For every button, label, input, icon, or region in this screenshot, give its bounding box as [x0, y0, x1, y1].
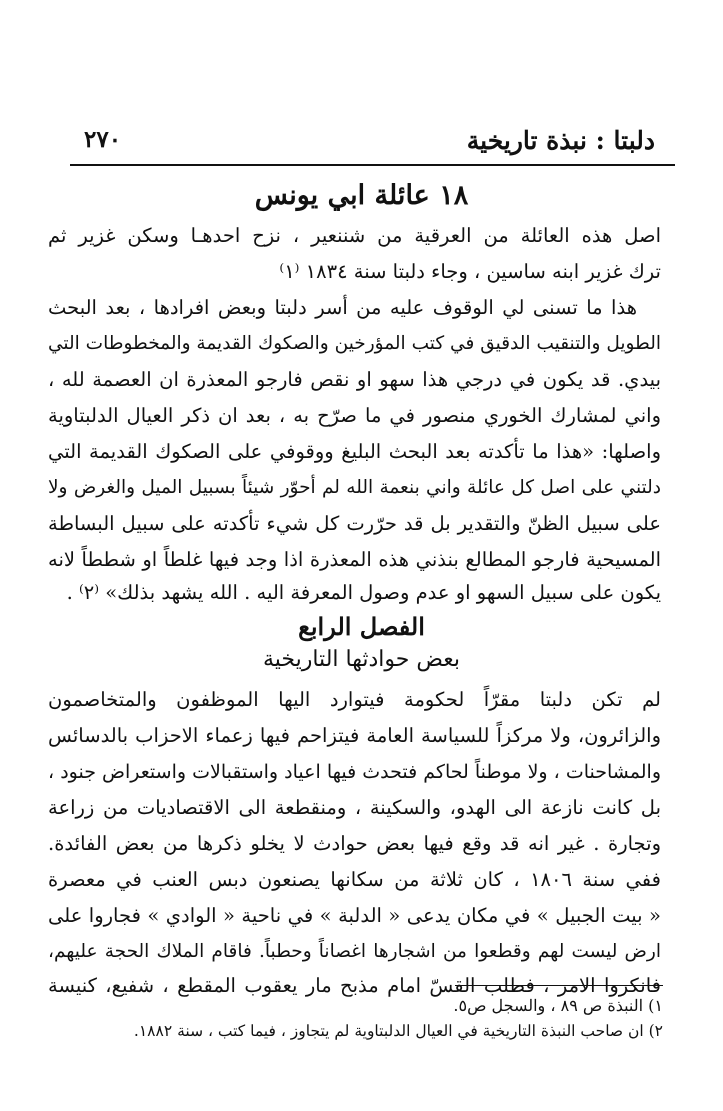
text-line: والمشاحنات ، ولا موطناً لحاكم فتحدث فيها اعياد واستقبالات واستعراض جنود ، [48, 761, 661, 783]
text-line: المسيحية فارجو المطالع بنذني هذه المعذرة اذا وجد فيها غلطاً او شططاً لانه [48, 548, 661, 571]
text-line: هذا ما تسنى لي الوقوف عليه من أسر دلبتا وبعض افرادها ، بعد البحث [48, 296, 637, 319]
text-line: لم تكن دلبتا مقرّاً لحكومة فيتوارد اليها الموظفون والمتخاصمون [48, 688, 661, 711]
page-header [70, 118, 675, 166]
chapter-subheading: بعض حوادثها التاريخية [262, 647, 461, 672]
page-number: ٢٧٠ [84, 126, 122, 153]
text-line: والزائرون، ولا مركزاً للسياسة العامة فيتزاحم فيها زعماء الاحزاب بالدسائس [48, 724, 661, 747]
text-line: ارض ليست لهم وقطعوا من اشجارها اغصاناً وحطباً. فاقام الملاك الحجة عليهم، [48, 941, 661, 962]
text-line: دلتني على اصل كل عائلة واني بنعمة الله لم أحوّر شيئاً بسبيل الميل والغرض ولا [48, 477, 661, 498]
running-title: دلبتا : نبذة تاريخية [466, 126, 655, 155]
section-heading: ١٨ عائلة ابي يونس [254, 180, 469, 211]
chapter-heading: الفصل الرابع [298, 612, 425, 641]
text-line: بيدي. قد يكون في درجي هذا سهو او نقص فارجو المعذرة ان العصمة لله ، [48, 368, 661, 391]
text-line: وتجارة . غير انه قد وقع فيها بعض حوادث لا يخلو ذكرها من بعض الفائدة. [48, 832, 661, 855]
footnote-divider [455, 985, 663, 986]
text-line: فانكروا الامر ، فطلب القسّ امام مذبح مار يعقوب المقطع ، شفيع، كنيسة [48, 974, 661, 997]
text-line: ففي سنة ١٨٠٦ ، كان ثلاثة من سكانها يصنعون دبس العنب في معصرة [48, 868, 661, 891]
footnote: ٢) ان صاحب النبذة التاريخية في العيال الدلبتاوية لم يتجاوز ، فيما كتب ، سنة ١٨٨٢. [133, 1022, 663, 1040]
text-line: الطويل والتنقيب الدقيق في كتب المؤرخين والصكوك القديمة والمخطوطات التي [48, 333, 661, 354]
text-line: يكون على سبيل السهو او عدم وصول المعرفة اليه . الله يشهد بذلك» ⁽٢⁾ . [66, 581, 661, 604]
footnote: ١) النبذة ص ٨٩ ، والسجل ص٥. [453, 996, 663, 1015]
text-line: على سبيل الظنّ والتقدير بل قد حرّرت كل شيء تأكدته على سبيل البساطة [48, 512, 661, 535]
text-line: بل كانت نازعة الى الهدو، والسكينة ، ومنقطعة الى الاقتصاديات من زراعة [48, 796, 661, 819]
text-line: واصلها: «هذا ما تأكدته بعد البحث البليغ ووقوفي على الصكوك القديمة التي [48, 440, 661, 463]
text-line: ترك غزير ابنه ساسين ، وجاء دلبتا سنة ١٨٣٤ ⁽١⁾ [279, 260, 661, 283]
text-line: واني لمشارك الخوري منصور في ما صرّح به ، بعد ان ذكر العيال الدلبتاوية [48, 404, 661, 427]
text-line: « بيت الجبيل » في مكان يدعى « الدلبة » في ناحية « الوادي » فجاروا على [48, 904, 661, 927]
text-line: اصل هذه العائلة من العرقية من شننعير ، نزح احدهـا وسكن غزير ثم [48, 224, 661, 247]
